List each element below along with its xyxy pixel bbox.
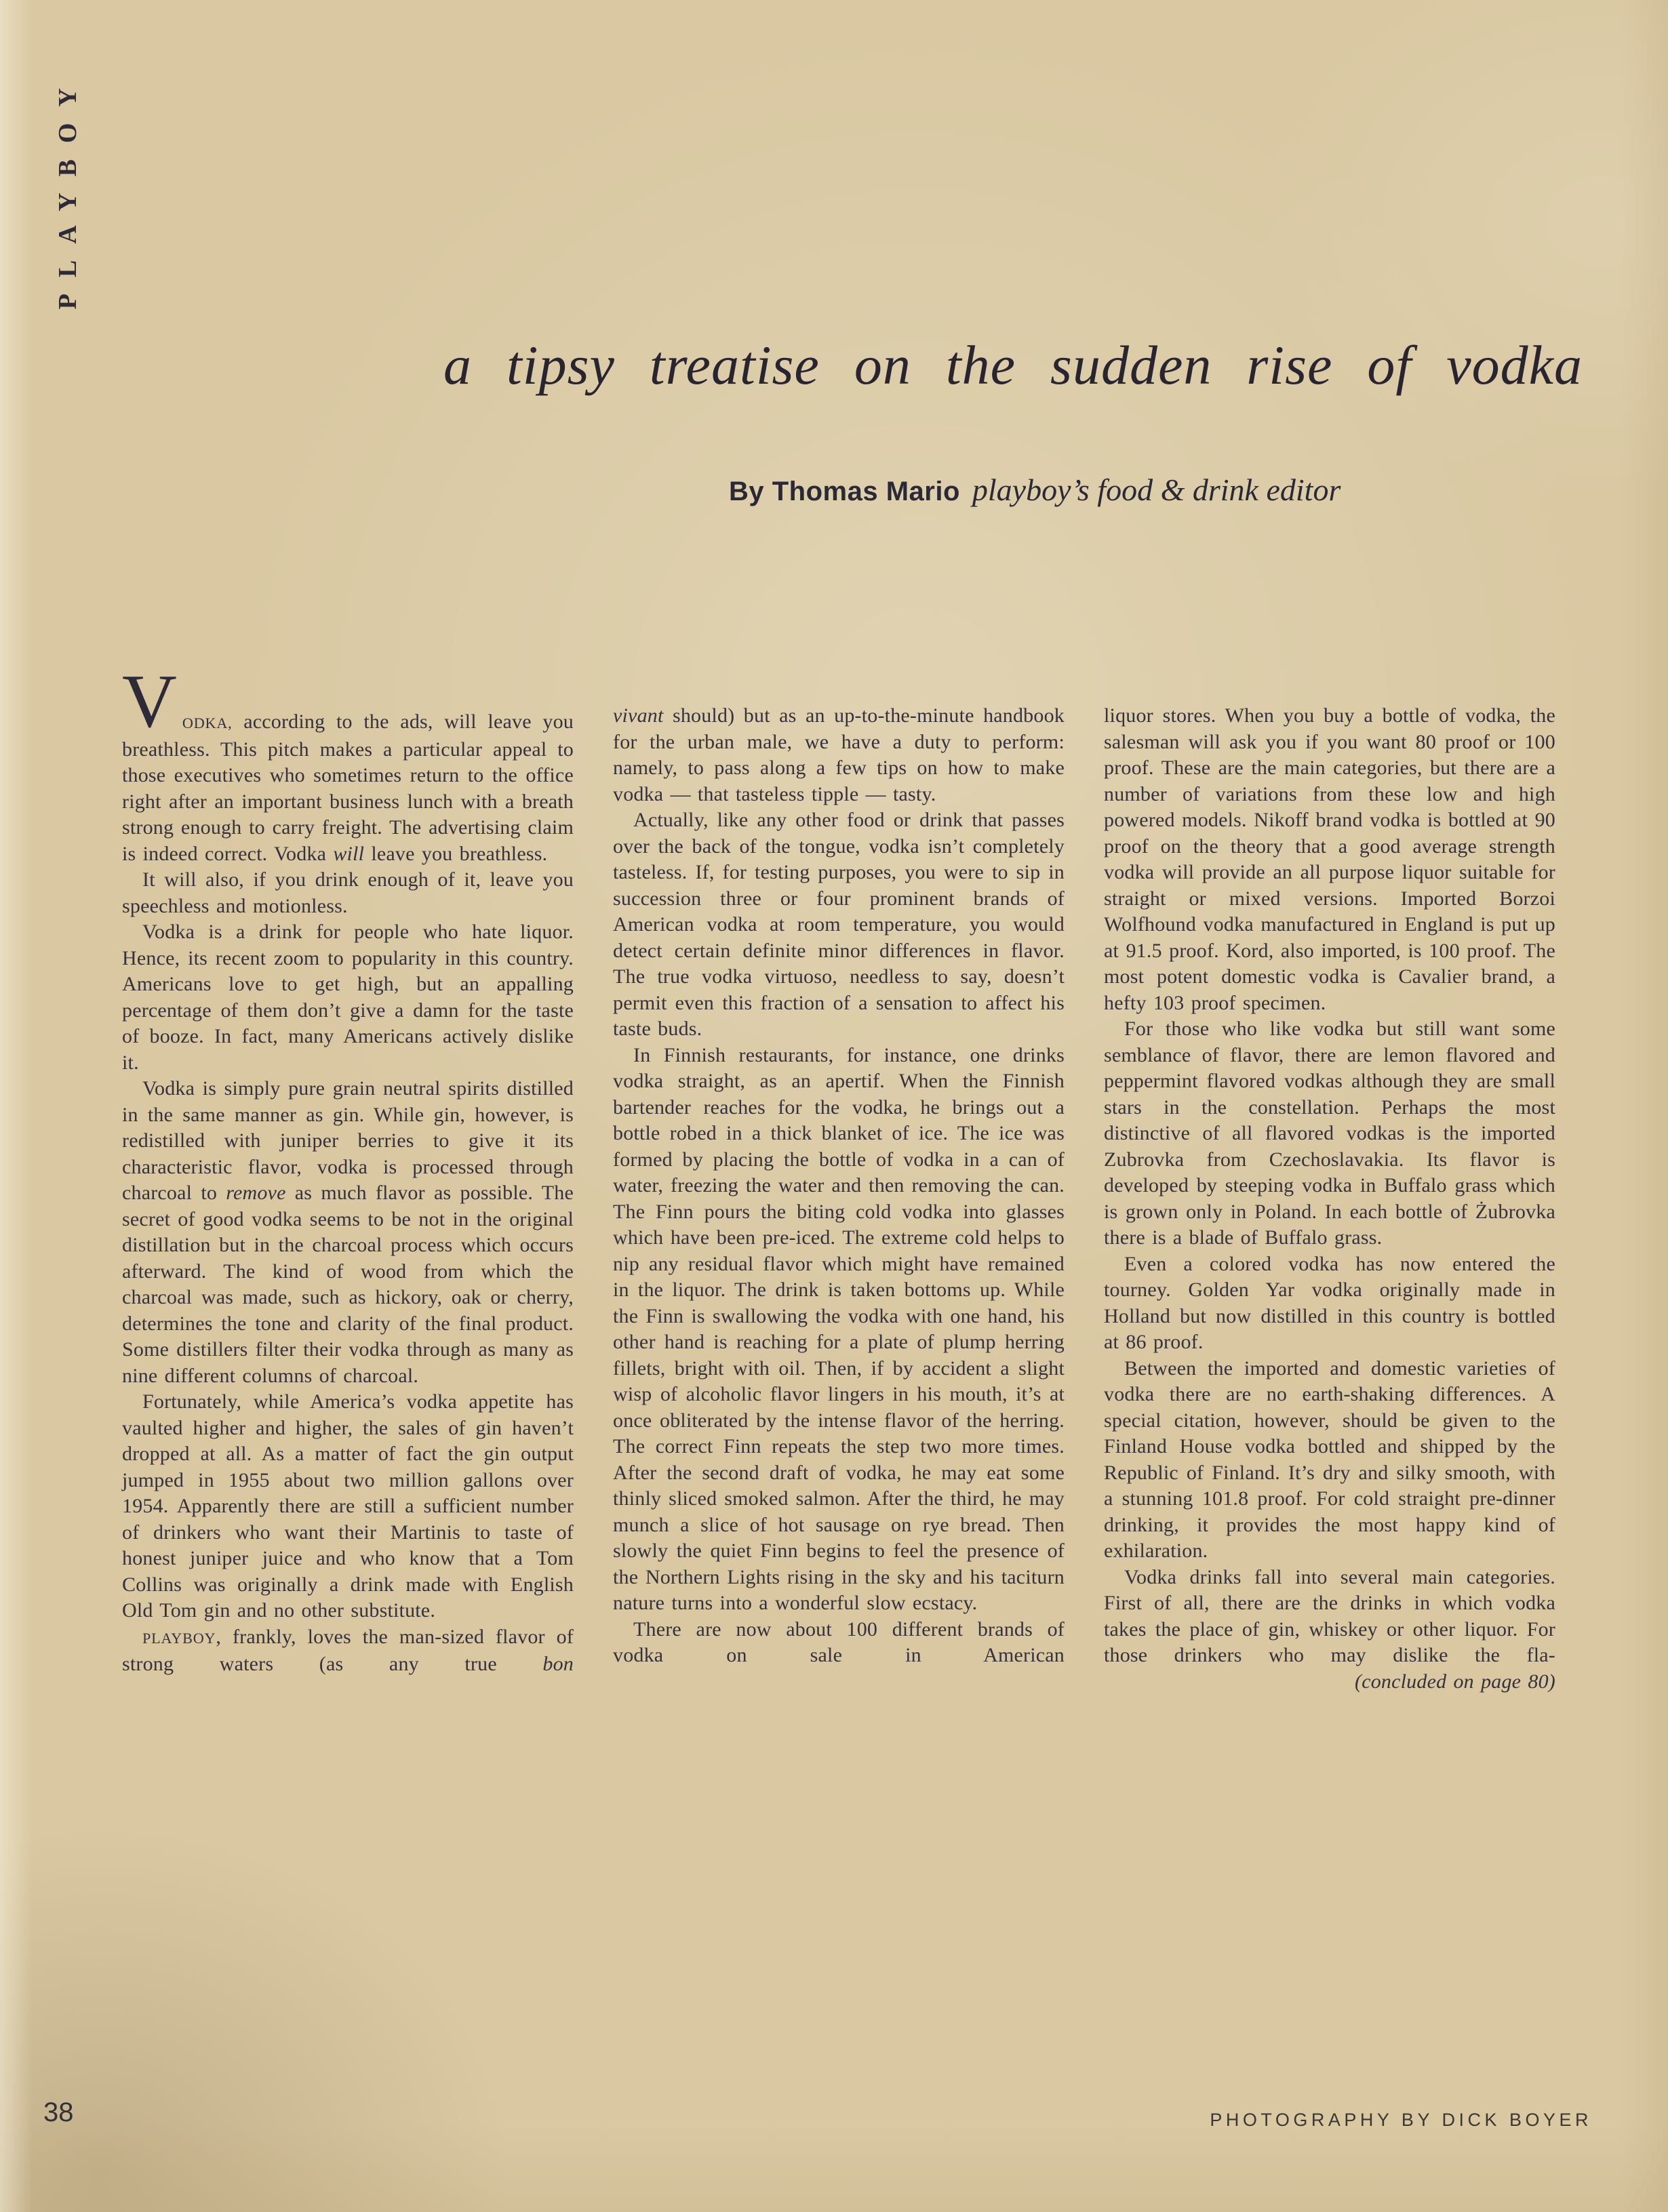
paragraph xyxy=(613,1617,1065,1669)
text-run: There are now about 100 different brands of vodka on sale in American xyxy=(613,1617,1065,1666)
text-run: according to the ads, will leave you breathless. This pitch makes a particular appeal to those executives who sometimes return to the office right after an important business lunch with a breath strong enough to carry freight. The advertising claim is indeed correct. Vodka xyxy=(122,710,574,865)
italic-text: vivant xyxy=(613,704,664,727)
text-run: Vodka is simply pure grain neutral spirits distilled in the same manner as gin. While gin, however, is redistilled with juniper berries to give it its characteristic flavor, vodka is processed through charcoal to xyxy=(122,1077,574,1204)
text-run: as much flavor as possible. The secret of good vodka seems to be not in the original distillation but in the charcoal process which occurs afterward. The kind of wood from which the charcoal was made, such as hickory, oak or cherry, determines the tone and clarity of the final product. Some distillers filter their vodka through as many as nine different columns of charcoal. xyxy=(122,1182,574,1387)
text-run: Fortunately, while America’s vodka appetite has vaulted higher and higher, the sales of gin haven’t dropped at all. As a matter of fact the gin output jumped in 1955 about two million gallons over 1954. Apparently there are still a sufficient number of drinkers who want their Martinis to taste of honest juniper juice and who know that a Tom Collins was originally a drink made with English Old Tom gin and no other substitute. xyxy=(122,1390,574,1622)
paragraph xyxy=(613,807,1065,1043)
text-run: In Finnish restaurants, for instance, one drinks vodka straight, as an apertif. When the Finnish bartender reaches for the vodka, he brings out a bottle robed in a thick blanket of ice. The ice was formed by placing the bottle of vodka in a can of water, freezing the water and then removing the can. The Finn pours the biting cold vodka into glasses which have been pre-iced. The extreme cold helps to nip any residual flavor which might have remained in the liquor. The drink is taken bottoms up. While the Finn is swallowing the vodka with one hand, his other hand is reaching for a plate of plump herring fillets, bright with oil. Then, if by accident a slight wisp of alcoholic flavor lingers in his mouth, it’s at once obliterated by the intense flavor of the herring. The correct Finn repeats the step two more times. After the second draft of vodka, he may eat some thinly sliced smoked salmon. After the third, he may munch a slice of hot sausage on rye bread. Then slowly the quiet Finn begins to feel the presence of the Northern Lights rising in the sky and his taciturn nature turns into a wonderful slow ecstacy. xyxy=(613,1043,1065,1614)
paragraph xyxy=(1104,1356,1555,1565)
paragraph xyxy=(1104,1016,1555,1251)
paragraph xyxy=(1104,1251,1555,1356)
italic-text: remove xyxy=(226,1182,286,1204)
paragraph xyxy=(613,1043,1065,1617)
raised-cap-letter: V xyxy=(122,660,179,744)
text-run: Actually, like any other food or drink that passes over the back of the tongue, vodka isn’t completely tasteless. If, for testing purposes, you were to sip in succession three or four prominent brands of American vodka at room temperature, you would detect certain definite minor differences in flavor. The true vodka virtuoso, needless to say, doesn’t permit even this fraction of a sensation to affect his taste buds. xyxy=(613,809,1065,1040)
text-run: should) but as an up-to-the-minute handbook for the urban male, we have a duty to perform: namely, to pass along a few tips on how to make vodka — that tasteless tipple — tasty. xyxy=(613,704,1065,805)
text-run: Even a colored vodka has now entered the tourney. Golden Yar vodka originally made in Holland but now distilled in this country is bottled at 86 proof. xyxy=(1104,1252,1555,1353)
paragraph xyxy=(122,919,574,1076)
small-caps-text: PLAYBOY xyxy=(142,1629,216,1647)
paragraph xyxy=(122,867,574,919)
text-run: , frankly, loves the man-sized flavor of strong waters (as any true xyxy=(122,1625,574,1675)
spine-magazine-name: PLAYBOY xyxy=(54,72,82,310)
paragraph xyxy=(122,1076,574,1389)
paragraph xyxy=(122,1624,574,1678)
article-title: a tipsy treatise on the sudden rise of vodka xyxy=(443,334,1583,396)
article-column-3 xyxy=(1104,661,1555,1695)
text-run: liquor stores. When you buy a bottle of vodka, the salesman will ask you if you want 80 proof or 100 proof. These are the main categories, but there are a number of variations from these low and high powered models. Nikoff brand vodka is bottled at 90 proof on the theory that a good average strength vodka will provide an all purpose liquor suitable for straight or mixed versions. Imported Borzoi Wolfhound vodka manufactured in England is put up at 91.5 proof. Kord, also imported, is 100 proof. The most potent domestic vodka is Cavalier brand, a hefty 103 proof specimen. xyxy=(1104,704,1555,1014)
byline xyxy=(729,472,1341,508)
byline-author: By Thomas Mario xyxy=(729,477,960,506)
paragraph xyxy=(122,660,574,867)
text-run: For those who like vodka but still want some semblance of flavor, there are lemon flavored and peppermint flavored vodkas although they are small stars in the constellation. Perhaps the most distinctive of all flavored vodkas is the imported Zubrovka from Czechoslavakia. Its flavor is developed by steeping vodka in Buffalo grass which is grown only in Poland. In each bottle of Żubrovka there is a blade of Buffalo grass. xyxy=(1104,1018,1555,1249)
paragraph xyxy=(1104,1669,1555,1695)
paragraph xyxy=(613,703,1065,807)
italic-text: bon xyxy=(542,1653,574,1675)
byline-role: playboy’s food & drink editor xyxy=(972,472,1341,507)
text-run: Vodka drinks fall into several main categories. First of all, there are the drinks in which vodka takes the place of gin, whiskey or other liquor. For those drinkers who may dislike the fla- xyxy=(1104,1565,1555,1666)
page-number: 38 xyxy=(43,2097,74,2127)
article-column-2 xyxy=(613,661,1065,1695)
text-run: Between the imported and domestic varieties of vodka there are no earth-shaking differences. A special citation, however, should be given to the Finland House vodka bottled and shipped by the Republic of Finland. It’s dry and silky smooth, with a stunning 101.8 proof. For cold straight pre-dinner drinking, it provides the most happy kind of exhilaration. xyxy=(1104,1356,1555,1562)
paragraph xyxy=(1104,703,1555,1016)
paragraph xyxy=(122,1389,574,1624)
text-run: It will also, if you drink enough of it, leave you speechless and motionless. xyxy=(122,868,574,917)
article-body xyxy=(122,661,1557,1695)
text-run: leave you breathless. xyxy=(364,842,548,865)
text-run: Vodka is a drink for people who hate liquor. Hence, its recent zoom to popularity in this country. Americans love to get high, but an appalling percentage of them don’t give a damn for the taste of booze. In fact, many Americans actively dislike it. xyxy=(122,921,574,1074)
italic-text: (concluded on page 80) xyxy=(1355,1670,1555,1693)
article-column-1 xyxy=(122,661,574,1695)
small-caps-text: ODKA, xyxy=(182,715,233,731)
photo-credit: PHOTOGRAPHY BY DICK BOYER xyxy=(1210,2110,1592,2130)
italic-text: will xyxy=(333,842,365,865)
paragraph xyxy=(1104,1565,1555,1669)
